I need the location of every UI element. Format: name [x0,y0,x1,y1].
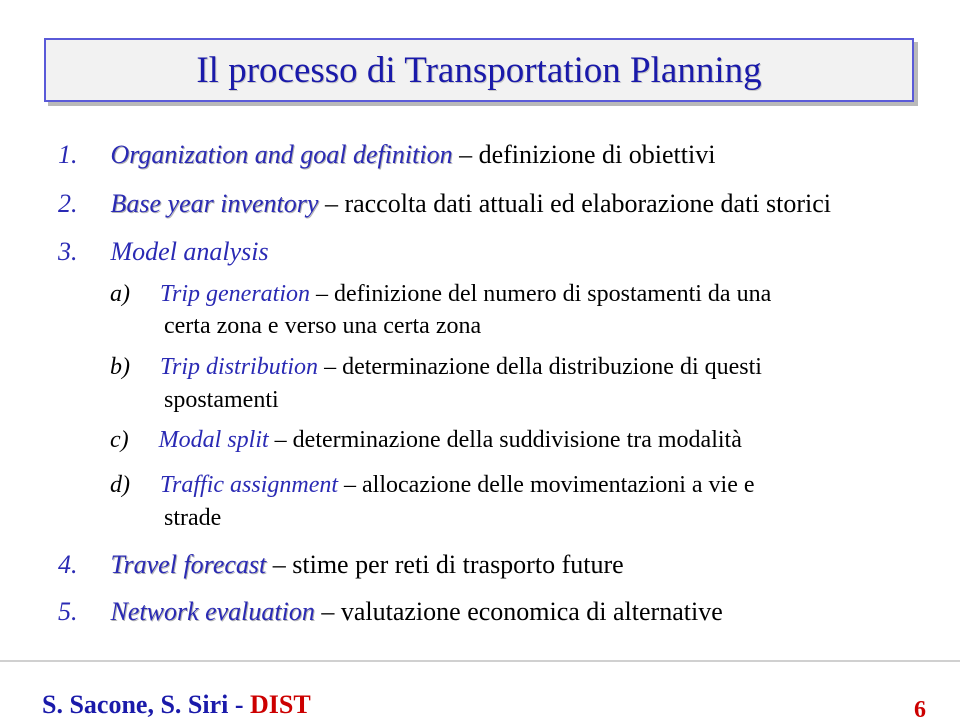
subitem-b-continuation [164,386,279,414]
item-4-dash: – [272,550,286,579]
subitem-d-term: Traffic assignment [160,472,339,498]
subitem-a [110,280,771,308]
footer-credits [42,690,311,720]
subitem-d-dash: – [344,472,357,498]
item-2-desc: raccolta dati attuali ed elaborazione dati storici [344,189,831,218]
list-item-4 [58,550,624,580]
subitem-a-dash: – [316,281,329,307]
subitem-c-term: Modal split [158,427,269,453]
subitem-c-dash: – [274,427,287,453]
subitem-a-letter: a) [110,281,130,307]
subitem-d-letter: d) [110,472,130,498]
page-number: 6 [914,697,926,723]
footer-divider [0,660,960,662]
list-item-1 [58,140,715,170]
subitem-a-desc-line1: definizione del numero di spostamenti da una [334,281,772,307]
subitem-d-desc-line2: strade [164,505,222,531]
item-2-dash: – [324,189,338,218]
list-item-2 [58,189,831,219]
item-4-term: Travel forecast [110,550,267,579]
title-box [44,38,914,102]
subitem-b-dash: – [324,354,337,380]
subitem-b-desc-line1: determinazione della distribuzione di questi [342,354,762,380]
subitem-b [110,353,762,381]
list-item-5 [58,597,723,627]
subitem-b-letter: b) [110,354,130,380]
item-1-dash: – [459,140,473,169]
item-5-number: 5. [58,597,78,626]
subitem-b-term: Trip distribution [160,354,319,380]
subitem-c [110,426,742,454]
subitem-c-letter: c) [110,427,129,453]
item-1-number: 1. [58,140,78,169]
subitem-d-continuation [164,504,221,532]
subitem-d [110,471,755,499]
item-5-term: Network evaluation [110,597,315,626]
footer-authors: S. Sacone, S. Siri - [42,690,251,719]
subitem-a-term: Trip generation [160,281,311,307]
subitem-c-desc-line1: determinazione della suddivisione tra modalità [292,427,742,453]
subitem-d-desc-line1: allocazione delle movimentazioni a vie e [362,472,755,498]
slide-title: Il processo di Transportation Planning [196,49,762,91]
item-5-desc: valutazione economica di alternative [340,597,723,626]
subitem-a-desc-line2: certa zona e verso una certa zona [164,313,482,339]
subitem-a-continuation [164,312,481,340]
item-3-number: 3. [58,237,78,266]
item-2-number: 2. [58,189,78,218]
item-4-number: 4. [58,550,78,579]
subitem-b-desc-line2: spostamenti [164,387,279,413]
item-1-desc: definizione di obiettivi [478,140,716,169]
item-4-desc: stime per reti di trasporto future [292,550,624,579]
item-1-term: Organization and goal definition [110,140,453,169]
item-2-term: Base year inventory [110,189,319,218]
footer-dept: DIST [250,690,311,719]
item-5-dash: – [321,597,335,626]
item-3-term: Model analysis [110,237,269,266]
list-item-3 [58,237,269,267]
